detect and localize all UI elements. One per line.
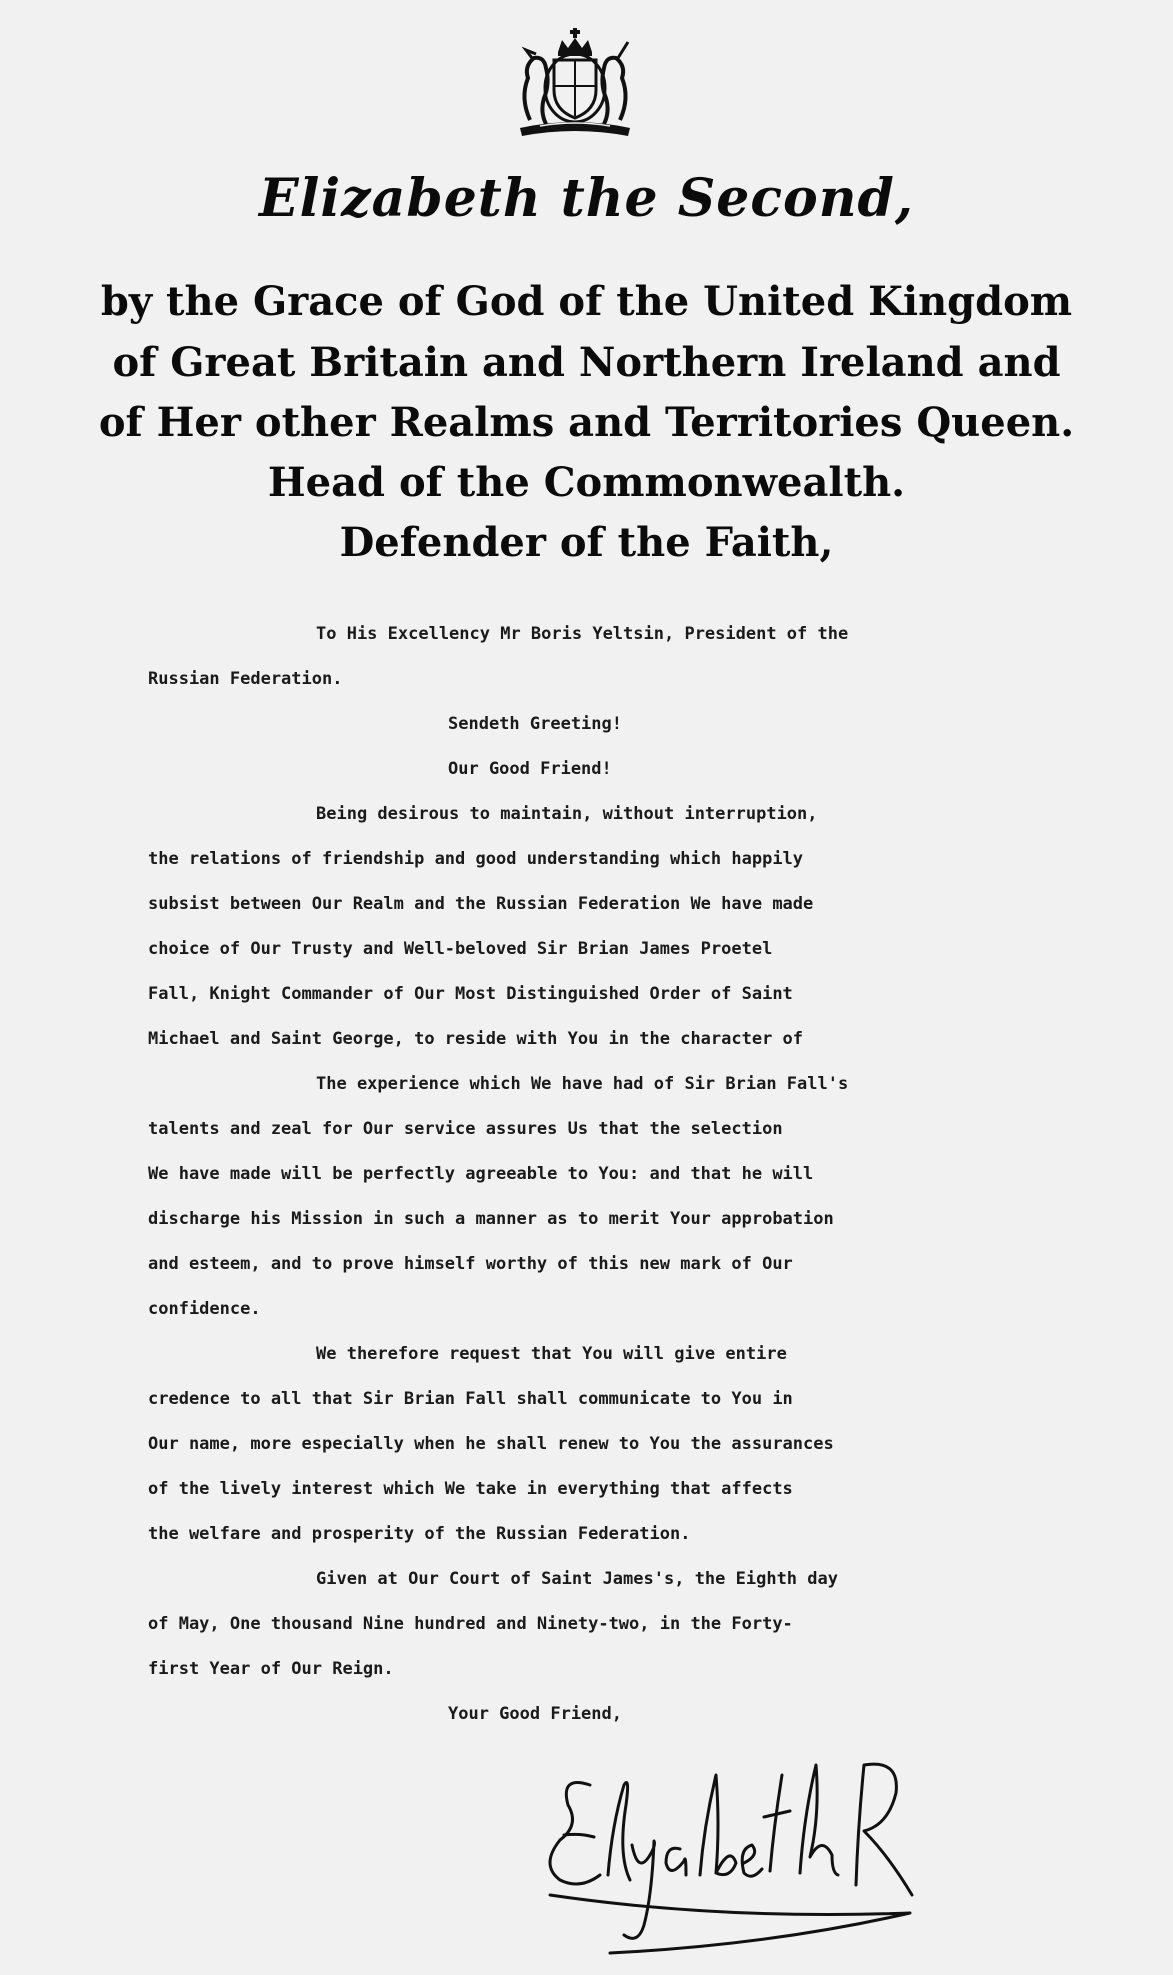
handwritten-signature-icon	[520, 1745, 930, 1960]
greeting-line: Sendeth Greeting!	[448, 714, 622, 734]
paragraph-line: of the lively interest which We take in everything that affects	[148, 1479, 793, 1499]
salutation-line: To His Excellency Mr Boris Yeltsin, President of the	[316, 624, 849, 644]
paragraph-line: and esteem, and to prove himself worthy of this new mark of Our	[148, 1254, 793, 1274]
paragraph-line: the relations of friendship and good understanding which happily	[148, 849, 804, 869]
paragraph-line: confidence.	[148, 1299, 261, 1319]
heading-line: Head of the Commonwealth.	[267, 459, 906, 506]
paragraph-line: of May, One thousand Nine hundred and Ninety-two, in the Forty-	[148, 1614, 793, 1634]
paragraph-line: subsist between Our Realm and the Russian Federation We have made	[148, 894, 814, 914]
salutation-line: Russian Federation.	[148, 669, 343, 689]
paragraph-line: Given at Our Court of Saint James's, the Eighth day	[316, 1569, 838, 1589]
paragraph-line: Being desirous to maintain, without interruption,	[316, 804, 818, 824]
paragraph-line: talents and zeal for Our service assures Us that the selection	[148, 1119, 783, 1139]
paragraph-line: choice of Our Trusty and Well-beloved Sir Brian James Proetel	[148, 939, 773, 959]
heading-line: by the Grace of God of the United Kingdom	[100, 278, 1073, 325]
paragraph-line: The experience which We have had of Sir Brian Fall's	[316, 1074, 849, 1094]
paragraph-line: credence to all that Sir Brian Fall shall communicate to You in	[148, 1389, 793, 1409]
paragraph-line: Fall, Knight Commander of Our Most Distinguished Order of Saint	[148, 984, 793, 1004]
paragraph-line: discharge his Mission in such a manner as to merit Your approbation	[148, 1209, 834, 1229]
closing-line: Your Good Friend,	[448, 1704, 622, 1724]
heading-line: Defender of the Faith,	[339, 519, 834, 566]
paragraph-line: first Year of Our Reign.	[148, 1659, 394, 1679]
paragraph-line: We have made will be perfectly agreeable to You: and that he will	[148, 1164, 814, 1184]
paragraph-line: We therefore request that You will give entire	[316, 1344, 787, 1364]
heading-main: Elizabeth the Second,	[258, 168, 914, 229]
letter-body	[148, 0, 994, 1975]
heading-line: of Great Britain and Northern Ireland and	[112, 339, 1061, 386]
paragraph-line: Our name, more especially when he shall renew to You the assurances	[148, 1434, 834, 1454]
heading-line: of Her other Realms and Territories Queen.	[98, 399, 1075, 446]
friend-line: Our Good Friend!	[448, 759, 612, 779]
paragraph-line: the welfare and prosperity of the Russian Federation.	[148, 1524, 691, 1544]
paragraph-line: Michael and Saint George, to reside with You in the character of	[148, 1029, 804, 1049]
